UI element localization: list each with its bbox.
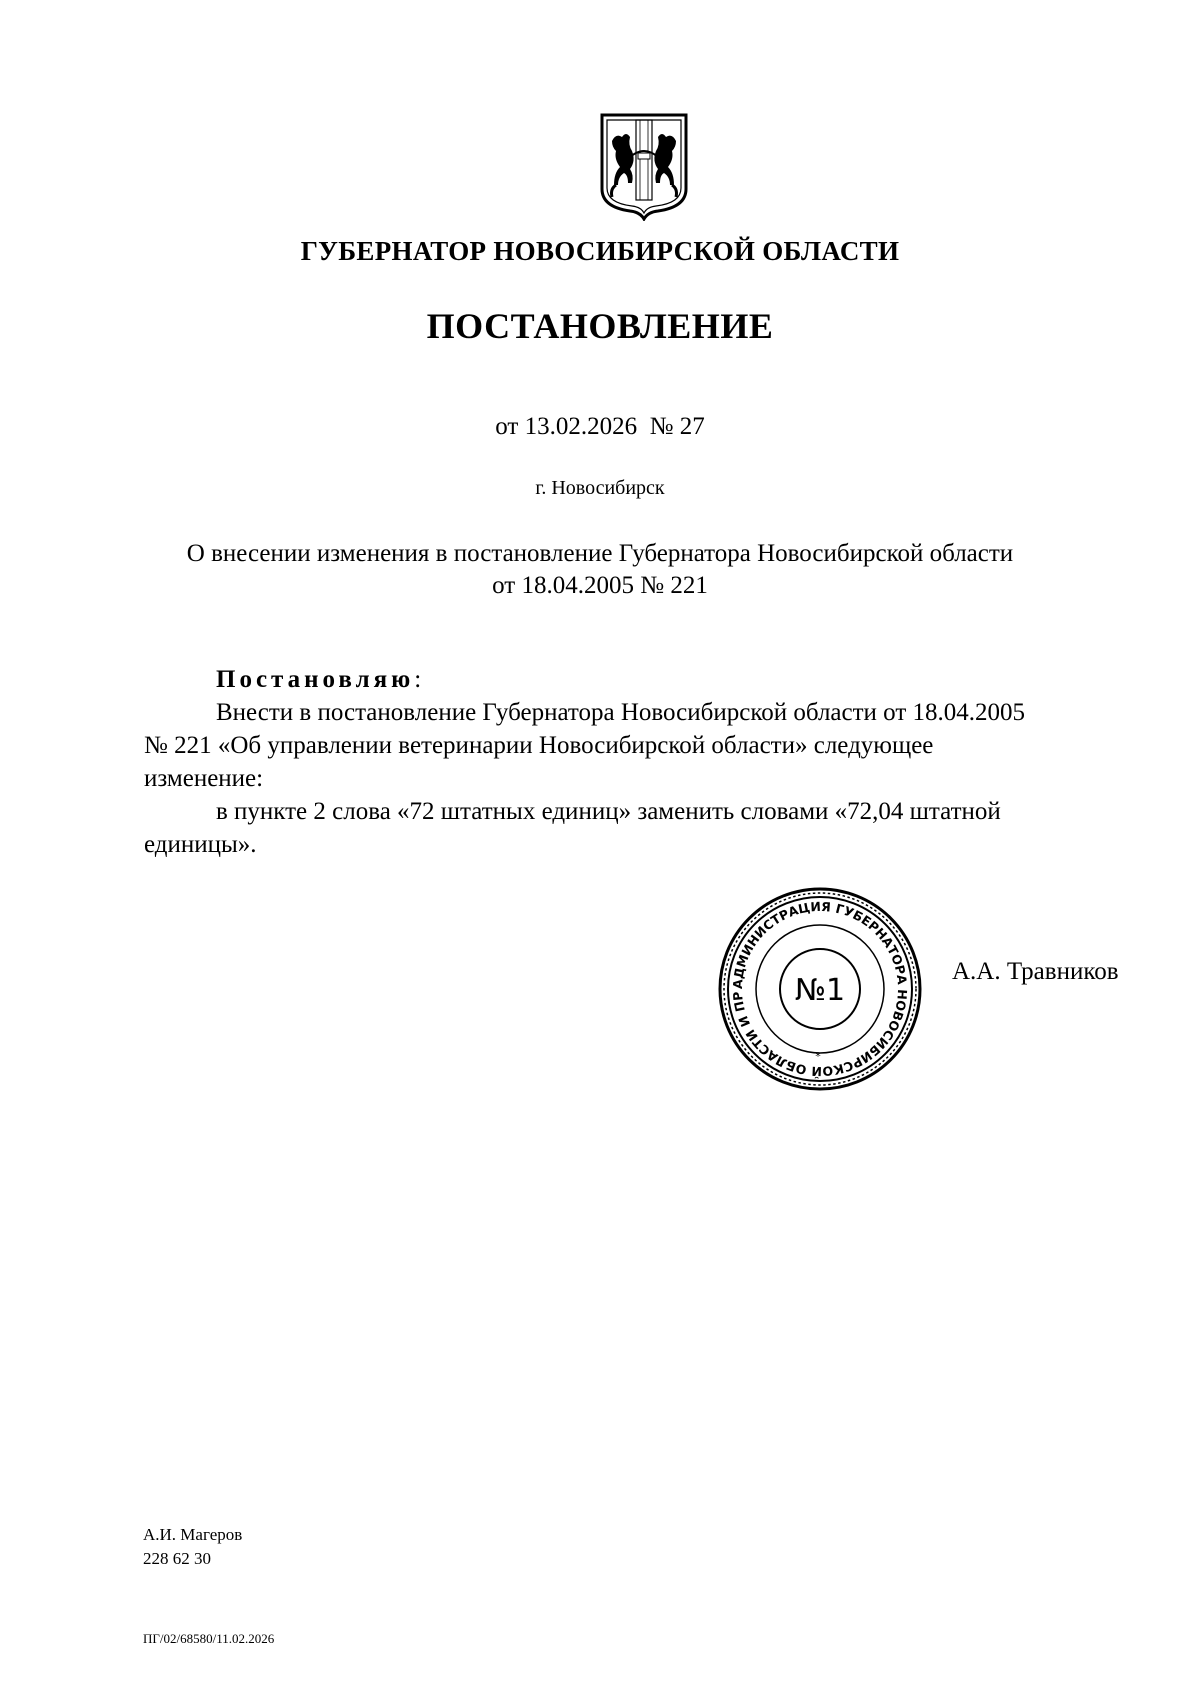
body-paragraph-1-line-1: Внести в постановление Губернатора Новосибирской области от 18.04.2005 bbox=[216, 699, 1026, 726]
body-paragraph-2-line-1: в пункте 2 слова «72 штатных единиц» заменить словами «72,04 штатной bbox=[216, 798, 1001, 825]
resolve-colon: : bbox=[414, 666, 422, 693]
subject-line-2: от 18.04.2005 № 221 bbox=[492, 572, 708, 599]
document-subject bbox=[0, 538, 1200, 602]
resolve-heading bbox=[144, 663, 1144, 696]
resolve-word: Постановляю bbox=[216, 666, 415, 693]
executor-name: А.И. Магеров bbox=[143, 1525, 243, 1544]
subject-line-1: О внесении изменения в постановление Губернатора Новосибирской области bbox=[186, 540, 1014, 567]
document-type: ПОСТАНОВЛЕНИЕ bbox=[426, 306, 774, 346]
document-body bbox=[144, 663, 1144, 861]
registration-number: ПГ/02/68580/11.02.2026 bbox=[143, 1631, 275, 1646]
svg-text:*: * bbox=[815, 1050, 821, 1063]
document-date-number: от 13.02.2026 № 27 bbox=[495, 413, 705, 440]
signer-name: А.А. Травников bbox=[952, 958, 1119, 985]
body-paragraph-2-line-2: единицы». bbox=[144, 831, 257, 858]
executor-block bbox=[143, 1523, 242, 1571]
stamp-text: АДМИНИСТРАЦИЯ ГУБЕРНАТОРА НОВОСИБИРСКОЙ ОБЛАСТИ И ПР bbox=[729, 898, 911, 1080]
official-stamp bbox=[718, 887, 922, 1091]
stamp-number: №1 bbox=[794, 973, 846, 1008]
issuing-authority: ГУБЕРНАТОР НОВОСИБИРСКОЙ ОБЛАСТИ bbox=[300, 236, 900, 266]
body-paragraph-1-line-2: № 221 «Об управлении ветеринарии Новосибирской области» следующее bbox=[144, 732, 934, 759]
coat-of-arms-icon bbox=[598, 111, 690, 221]
document-city: г. Новосибирск bbox=[535, 477, 665, 499]
executor-phone: 228 62 30 bbox=[143, 1549, 211, 1568]
body-paragraph-1-line-3: изменение: bbox=[144, 765, 264, 792]
